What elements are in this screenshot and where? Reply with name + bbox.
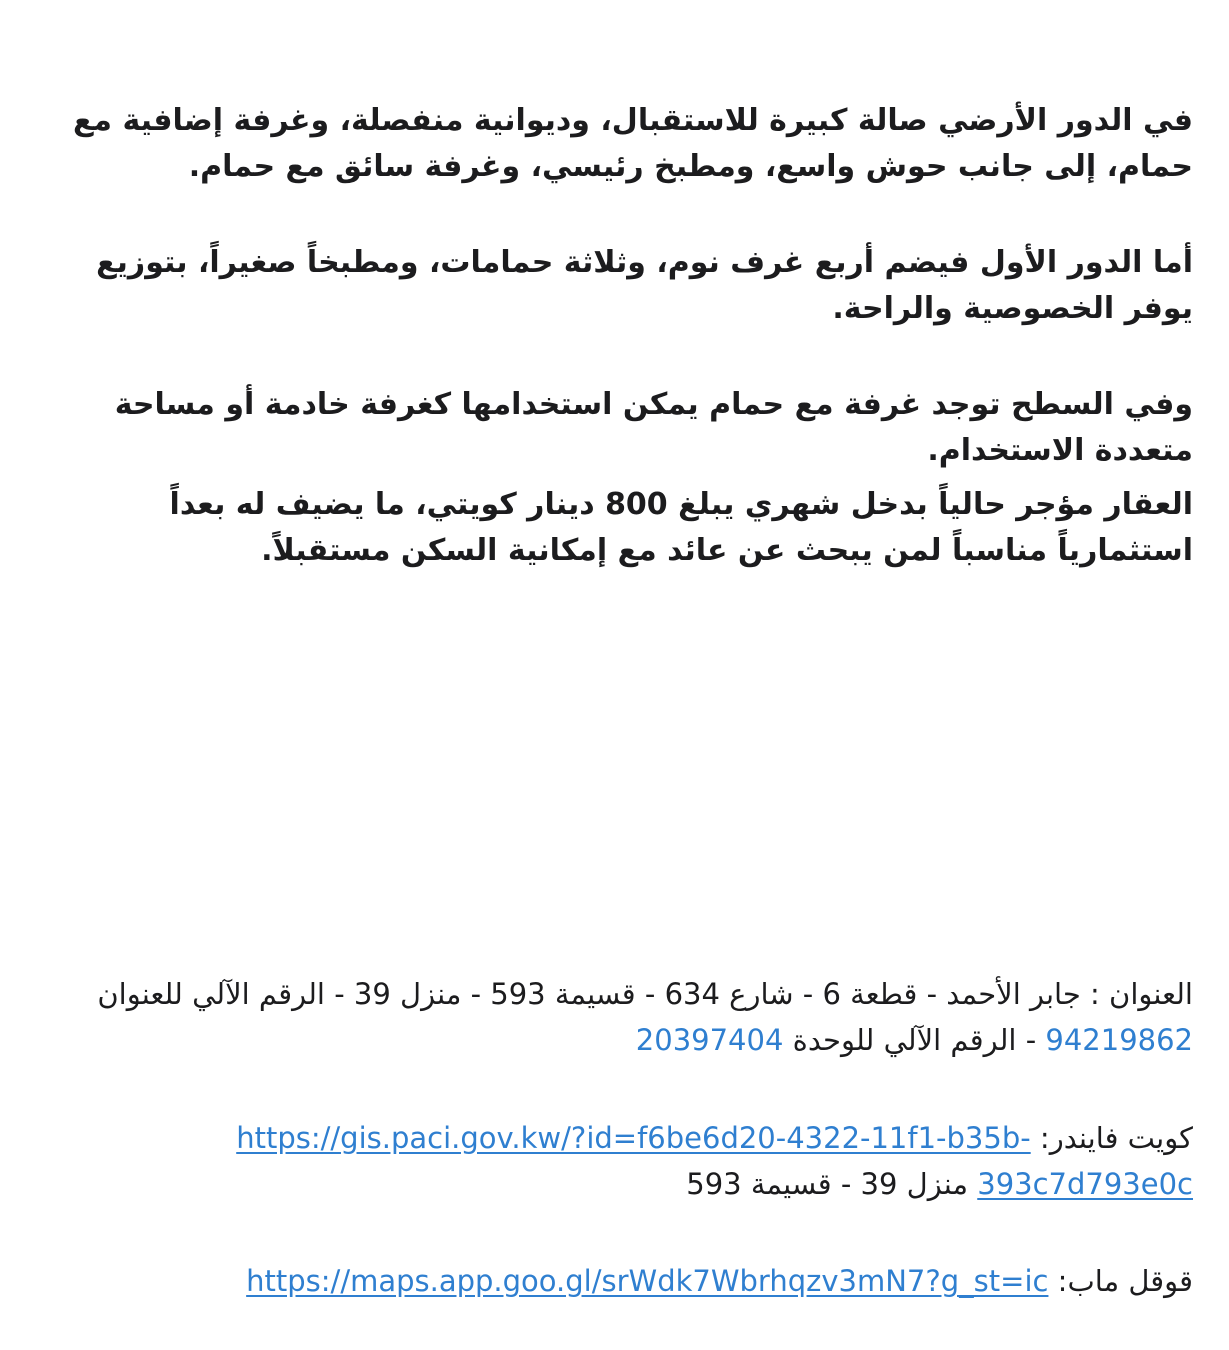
address-block [36, 971, 1193, 1063]
kuwait-finder-block [36, 1115, 1193, 1207]
kuwait-finder-suffix: منزل 39 - قسيمة 593 [686, 1167, 978, 1201]
google-maps-label: قوقل ماب: [1048, 1264, 1193, 1298]
unit-number-label: - الرقم الآلي للوحدة [783, 1023, 1046, 1057]
address-text: العنوان : جابر الأحمد - قطعة 6 - شارع 634 - قسيمة 593 - منزل 39 - الرقم الآلي للعنوان [97, 977, 1193, 1011]
kuwait-finder-link[interactable]: https://gis.paci.gov.kw/?id=f6be6d20-4322-11f1-b35b-393c7d793e0c [236, 1121, 1193, 1201]
roof-paragraph: وفي السطح توجد غرفة مع حمام يمكن استخدامها كغرفة خادمة أو مساحة متعددة الاستخدام. [114, 387, 1193, 468]
google-maps-block [36, 1258, 1193, 1304]
ground-floor-paragraph: في الدور الأرضي صالة كبيرة للاستقبال، وديوانية منفصلة، وغرفة إضافية مع حمام، إلى جانب حوش واسع، ومطبخ رئيسي، وغرفة سائق مع حمام. [72, 103, 1193, 184]
kuwait-finder-label: كويت فايندر: [1030, 1121, 1193, 1155]
address-number-link[interactable]: 94219862 [1045, 1023, 1193, 1057]
first-floor-paragraph: أما الدور الأول فيضم أربع غرف نوم، وثلاثة حمامات، ومطبخاً صغيراً، بتوزيع يوفر الخصوصية والراحة. [96, 245, 1193, 326]
unit-number-link[interactable]: 20397404 [635, 1023, 784, 1057]
google-maps-link[interactable]: https://maps.app.goo.gl/srWdk7Wbrhqzv3mN7?g_st=ic [246, 1264, 1049, 1298]
income-paragraph: العقار مؤجر حالياً بدخل شهري يبلغ 800 دينار كويتي، ما يضيف له بعداً استثمارياً مناسباً لمن يبحث عن عائد مع إمكانية السكن مستقبلاً. [169, 487, 1193, 568]
